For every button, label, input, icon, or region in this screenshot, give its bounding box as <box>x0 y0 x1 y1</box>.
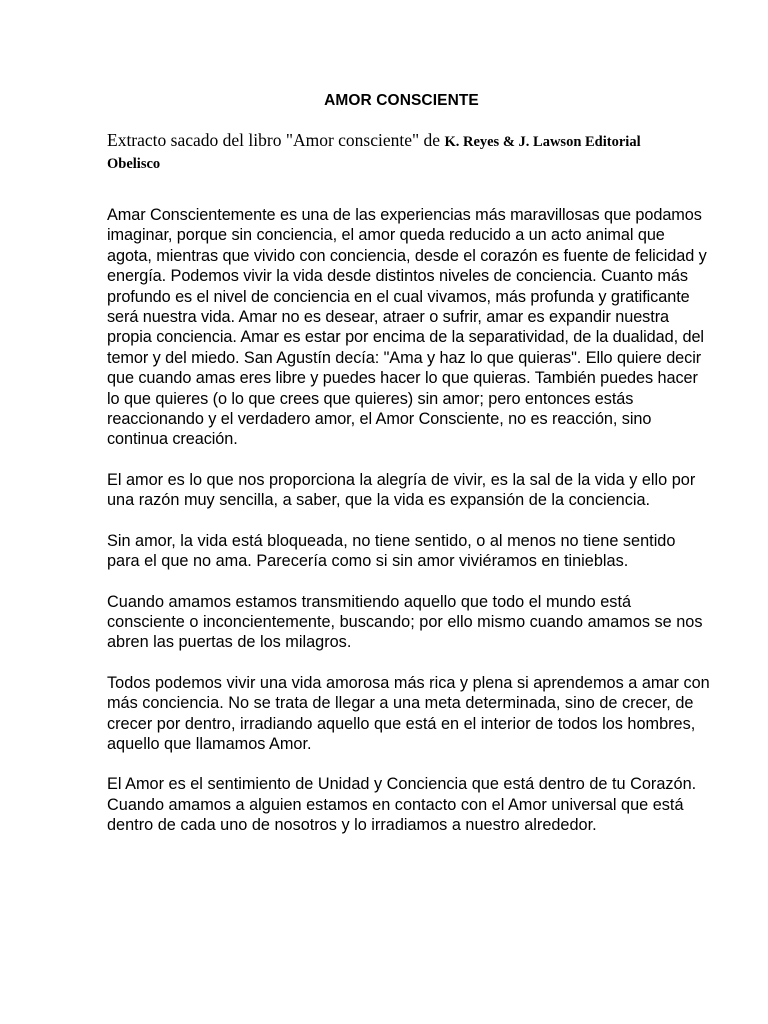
subtitle <box>107 130 677 175</box>
body-text <box>107 205 712 856</box>
paragraph-1: Amar Conscientemente es una de las experiencias más maravillosas que podamos imaginar, porque sin conciencia, el amor queda reducido a un acto animal que agota, mientras que vivido con conciencia, desde el corazón es fuente de felicidad y energía. Podemos vivir la vida desde distintos niveles de conciencia. Cuanto más profundo es el nivel de conciencia en el cual vivamos, más profunda y gratificante será nuestra vida. Amar no es desear, atraer o sufrir, amar es expandir nuestra propia conciencia. Amar es estar por encima de la separatividad, de la dualidad, del temor y del miedo. San Agustín decía: "Ama y haz lo que quieras". Ello quiere decir que cuando amas eres libre y puedes hacer lo que quieras. También puedes hacer lo que quieres (o lo que crees que quieres) sin amor; pero entonces estás reaccionando y el verdadero amor, el Amor Consciente, no es reacción, sino continua creación. <box>107 206 707 449</box>
paragraph-3: Sin amor, la vida está bloqueada, no tiene sentido, o al menos no tiene sentido para el que no ama. Parecería como si sin amor viviéramos en tinieblas. <box>107 531 676 571</box>
subtitle-author: K. Reyes & J. Lawson Editorial Obelisco <box>107 134 641 172</box>
paragraph-5: Todos podemos vivir una vida amorosa más rica y plena si aprendemos a amar con más conciencia. No se trata de llegar a una meta determinada, sino de crecer, de crecer por dentro, irradiando aquello que está en el interior de todos los hombres, aquello que llamamos Amor. <box>107 673 710 753</box>
subtitle-prefix: Extracto sacado del libro "Amor consciente" de <box>107 130 445 150</box>
paragraph-4: Cuando amamos estamos transmitiendo aquello que todo el mundo está consciente o inconcientemente, buscando; por ello mismo cuando amamos se nos abren las puertas de los milagros. <box>107 592 703 652</box>
paragraph-2: El amor es lo que nos proporciona la alegría de vivir, es la sal de la vida y ello por una razón muy sencilla, a saber, que la vida es expansión de la conciencia. <box>107 470 696 510</box>
page-title: AMOR CONSCIENTE <box>324 92 479 109</box>
paragraph-6: El Amor es el sentimiento de Unidad y Conciencia que está dentro de tu Corazón. Cuando amamos a alguien estamos en contacto con el Amor universal que está dentro de cada uno de nosotros y lo irradiamos a nuestro alrededor. <box>107 775 697 835</box>
